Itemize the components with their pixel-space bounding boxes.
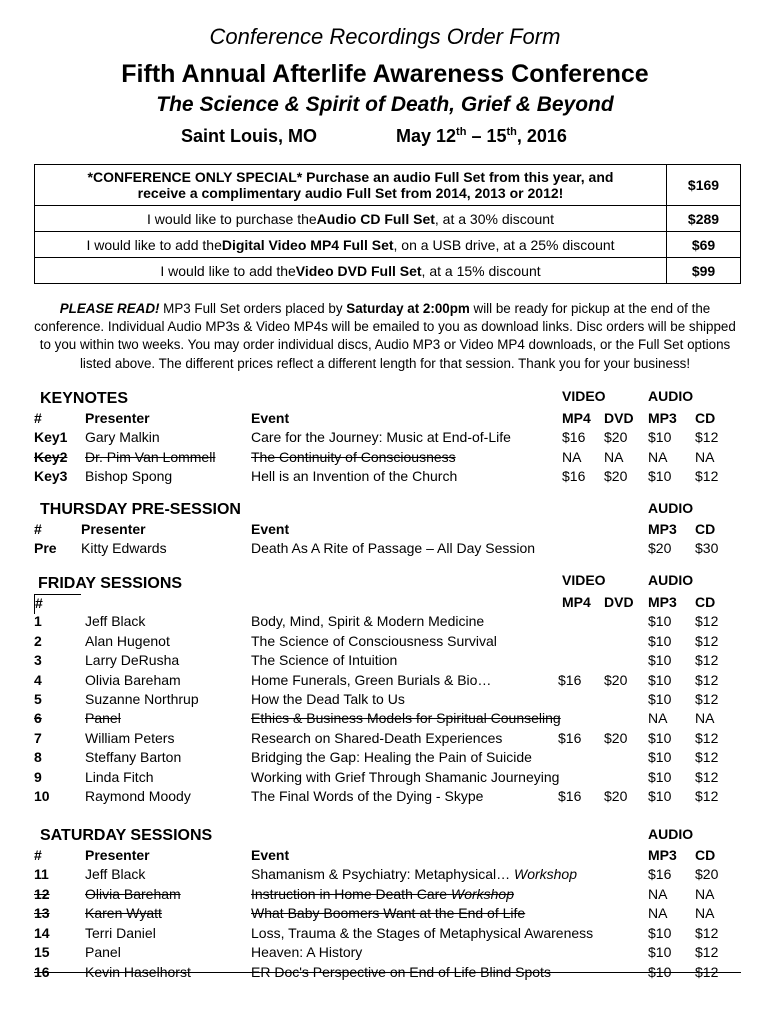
price-mp4[interactable]: $16 xyxy=(562,468,586,485)
price-mp3[interactable]: $10 xyxy=(648,613,672,630)
event-name: The Final Words of the Dying - Skype xyxy=(251,788,484,804)
special-offer-row[interactable] xyxy=(35,165,740,206)
col-header-cd: CD xyxy=(695,410,716,426)
presenter-name: Kevin Haselhorst xyxy=(80,963,247,973)
presenter-name: Suzanne Northrup xyxy=(85,691,199,707)
col-header-event: Event xyxy=(251,521,290,537)
presenter-name: Alan Hugenot xyxy=(85,632,170,649)
event-name xyxy=(246,944,649,964)
conference-title: Fifth Annual Afterlife Awareness Conference xyxy=(121,60,649,88)
price-mp3: NA xyxy=(648,448,668,465)
event-name: Working with Grief Through Shamanic Journeying xyxy=(251,768,560,785)
event-name: Home Funerals, Green Burials & Bio… xyxy=(251,671,492,688)
session-id: 10 xyxy=(34,788,50,804)
price-dvd[interactable]: $20 xyxy=(604,429,628,446)
col-header-blank xyxy=(34,594,563,614)
col-header-mp4: MP4 xyxy=(562,410,591,426)
event-name: Research on Shared-Death Experiences xyxy=(251,729,503,746)
event-name: The Continuity of Consciousness xyxy=(251,448,456,465)
presenter-name: Panel xyxy=(85,710,121,727)
price-mp3: NA xyxy=(648,885,668,902)
col-header-mp3: MP3 xyxy=(648,410,677,426)
price-dvd[interactable]: $20 xyxy=(604,671,628,688)
event-name: Death As A Rite of Passage – All Day Session xyxy=(251,540,536,557)
price-mp3[interactable]: $10 xyxy=(648,671,672,688)
section-title: KEYNOTES xyxy=(40,390,129,407)
price-mp3[interactable]: $10 xyxy=(648,963,696,973)
col-header-event: Event xyxy=(251,410,290,426)
presenter-name: Larry DeRusha xyxy=(85,652,180,669)
session-id: Key2 xyxy=(34,448,68,465)
price-dvd: NA xyxy=(604,448,624,465)
session-id: 14 xyxy=(34,924,50,941)
session-id: Key1 xyxy=(34,429,68,446)
session-id: 7 xyxy=(34,729,42,746)
audio-header: AUDIO xyxy=(648,572,694,588)
video-dvd-full-set-row[interactable] xyxy=(35,258,740,283)
col-header-cd: CD xyxy=(695,521,716,537)
video-mp4-full-set-text: I would like to add the Digital Video MP4 Full Set , on a USB drive, at a 25% discount xyxy=(86,236,615,253)
audio-header: AUDIO xyxy=(648,500,694,516)
price-mp3[interactable]: $10 xyxy=(648,944,672,960)
price-cd[interactable]: $30 xyxy=(695,540,719,557)
price-cd[interactable]: $12 xyxy=(695,652,719,669)
price-cd[interactable]: $12 xyxy=(695,768,719,785)
price-mp3[interactable]: $10 xyxy=(648,924,672,941)
event-name: The Science of Consciousness Survival xyxy=(251,632,497,649)
price-cd[interactable]: $12 xyxy=(695,749,719,766)
price-mp3[interactable]: $10 xyxy=(648,652,672,669)
event-name: How the Dead Talk to Us xyxy=(251,691,405,707)
session-id: 13 xyxy=(34,905,50,922)
session-id: 12 xyxy=(34,885,50,902)
presenter-name: Kitty Edwards xyxy=(81,540,167,557)
presenter-name: William Peters xyxy=(85,729,175,746)
presenter-name: Panel xyxy=(85,944,121,960)
col-header-presenter: Presenter xyxy=(85,410,150,426)
col-header-presenter: Presenter xyxy=(85,847,150,863)
audio-cd-full-set-row[interactable] xyxy=(35,206,740,232)
event-name: Ethics & Business Models for Spiritual Counseling xyxy=(251,710,561,727)
price-cd[interactable]: $12 xyxy=(695,729,719,746)
col-header-num: # xyxy=(34,594,81,614)
col-header-presenter: Presenter xyxy=(81,521,146,537)
col-header-num: # xyxy=(34,521,42,537)
session-id: 15 xyxy=(34,944,50,960)
col-header-cd: CD xyxy=(695,847,716,863)
event-text: Instruction in Home Death Care xyxy=(251,885,451,902)
price-mp3[interactable]: $10 xyxy=(648,788,672,804)
conference-subtitle: The Science & Spirit of Death, Grief & Beyond xyxy=(156,93,614,116)
presenter-name: Jeff Black xyxy=(85,866,146,883)
col-header-cd: CD xyxy=(695,594,716,610)
price-cd[interactable]: $12 xyxy=(695,691,719,707)
col-header-num: # xyxy=(34,847,42,863)
session-id: 4 xyxy=(34,671,42,688)
event-name: Hell is an Invention of the Church xyxy=(251,468,458,485)
price-cd[interactable]: $12 xyxy=(695,924,719,941)
session-id: 5 xyxy=(34,691,42,707)
price-cd[interactable]: $20 xyxy=(695,866,719,883)
price-mp3[interactable]: $10 xyxy=(648,768,672,785)
price-cd[interactable]: $12 xyxy=(695,468,719,485)
audio-cd-full-set-price: $289 xyxy=(666,206,740,231)
event-text: Loss, Trauma & the Stages of Metaphysical Awareness xyxy=(251,924,594,941)
col-header-mp4: MP4 xyxy=(562,594,591,610)
event-name: Bridging the Gap: Healing the Pain of Suicide xyxy=(251,749,532,766)
price-mp3[interactable]: $10 xyxy=(648,468,672,485)
event-name xyxy=(246,866,649,886)
price-cd[interactable]: $12 xyxy=(695,613,719,630)
workshop-tag: Workshop xyxy=(513,866,578,883)
price-mp4[interactable]: $16 xyxy=(558,788,582,804)
session-id: 1 xyxy=(34,613,42,630)
audio-header: AUDIO xyxy=(648,388,694,404)
price-mp3[interactable]: $16 xyxy=(648,866,672,883)
session-id: Pre xyxy=(34,540,57,557)
session-id: 8 xyxy=(34,749,42,766)
price-mp3: NA xyxy=(648,710,668,727)
audio-cd-full-set-text: I would like to purchase the Audio CD Full Set , at a 30% discount xyxy=(147,210,554,227)
session-id: 9 xyxy=(34,768,42,785)
price-mp3[interactable]: $10 xyxy=(648,749,672,766)
event-text: Shamanism & Psychiatry: Metaphysical… xyxy=(251,866,514,883)
price-cd[interactable]: $12 xyxy=(695,429,719,446)
price-mp4: NA xyxy=(562,448,582,465)
presenter-name: Jeff Black xyxy=(85,613,146,630)
video-header: VIDEO xyxy=(562,572,606,588)
col-header-mp3: MP3 xyxy=(648,521,677,537)
price-cd: NA xyxy=(695,885,715,902)
event-text: Heaven: A History xyxy=(251,944,363,960)
presenter-name: Dr. Pim Van Lommell xyxy=(85,448,216,465)
please-read-notice: PLEASE READ! MP3 Full Set orders placed by Saturday at 2:00pm will be ready for pickup at the end of the conference. Individual Audio MP3s & Video MP4s will be emailed to you as download links. Disc orders will be shipped to you within two weeks. You may order individual discs, Audio MP3 or Video MP4 downloads, or the Full Set options listed above. The different prices reflect a different length for that session. Thank you for your business! xyxy=(34,301,736,371)
price-cd: NA xyxy=(695,710,715,727)
col-header-num: # xyxy=(34,410,42,426)
audio-header: AUDIO xyxy=(648,826,694,842)
presenter-name: Olivia Bareham xyxy=(85,885,181,902)
price-cd: NA xyxy=(695,905,715,922)
location: Saint Louis, MO xyxy=(181,126,318,146)
col-header-event: Event xyxy=(251,847,290,863)
price-mp3[interactable]: $20 xyxy=(648,540,672,557)
price-dvd[interactable]: $20 xyxy=(604,468,628,485)
video-dvd-full-set-text: I would like to add the Video DVD Full Set , at a 15% discount xyxy=(160,262,541,279)
event-text: What Baby Boomers Want at the End of Life xyxy=(251,905,526,922)
video-mp4-full-set-row[interactable] xyxy=(35,232,740,258)
session-id: 16 xyxy=(34,963,81,973)
presenter-name: Steffany Barton xyxy=(85,749,182,766)
pricing-box xyxy=(34,164,741,284)
price-mp3[interactable]: $10 xyxy=(648,691,672,707)
price-cd[interactable]: $12 xyxy=(695,632,719,649)
event-name xyxy=(246,905,649,925)
session-id: 11 xyxy=(34,866,49,883)
price-cd[interactable]: $12 xyxy=(695,963,741,973)
session-id: 3 xyxy=(34,652,42,669)
col-header-dvd: DVD xyxy=(604,594,634,610)
dates: May 12th – 15th, 2016 xyxy=(396,126,567,146)
section-title: SATURDAY SESSIONS xyxy=(40,827,213,844)
presenter-name: Olivia Bareham xyxy=(85,671,181,688)
event-name: Care for the Journey: Music at End-of-Life xyxy=(251,429,511,446)
section-title: FRIDAY SESSIONS xyxy=(38,575,183,592)
price-mp3[interactable]: $10 xyxy=(648,729,672,746)
event-name xyxy=(246,963,649,981)
col-header-dvd: DVD xyxy=(604,410,634,426)
workshop-tag: Workshop xyxy=(450,885,515,902)
event-name xyxy=(246,886,649,906)
event-name xyxy=(246,925,649,945)
presenter-name: Bishop Spong xyxy=(85,468,173,485)
price-mp4[interactable]: $16 xyxy=(558,671,582,688)
event-name: The Science of Intuition xyxy=(251,652,398,669)
presenter-name: Raymond Moody xyxy=(85,788,191,804)
price-cd[interactable]: $12 xyxy=(695,671,719,688)
session-id: Key3 xyxy=(34,468,68,485)
video-mp4-full-set-price: $69 xyxy=(666,232,740,257)
price-mp4[interactable]: $16 xyxy=(558,729,582,746)
presenter-name: Linda Fitch xyxy=(85,768,154,785)
price-mp3[interactable]: $10 xyxy=(648,429,672,446)
price-cd: NA xyxy=(695,448,715,465)
price-mp3: NA xyxy=(648,905,668,922)
price-cd[interactable]: $12 xyxy=(695,944,719,960)
presenter-name: Terri Daniel xyxy=(85,924,156,941)
price-mp4[interactable]: $16 xyxy=(562,429,586,446)
session-id: 2 xyxy=(34,632,42,649)
price-dvd[interactable]: $20 xyxy=(604,788,628,804)
event-text: ER Doc's Perspective on End of Life Blind Spots xyxy=(251,964,551,981)
presenter-name: Gary Malkin xyxy=(85,429,160,446)
price-dvd[interactable]: $20 xyxy=(604,729,628,746)
video-dvd-full-set-price: $99 xyxy=(666,258,740,283)
col-header-mp3: MP3 xyxy=(648,594,677,610)
price-mp3[interactable]: $10 xyxy=(648,632,672,649)
form-title: Conference Recordings Order Form xyxy=(209,24,561,49)
session-id: 6 xyxy=(34,710,42,727)
price-cd[interactable]: $12 xyxy=(695,788,719,804)
video-header: VIDEO xyxy=(562,388,606,404)
presenter-name: Karen Wyatt xyxy=(85,905,162,922)
event-name: Body, Mind, Spirit & Modern Medicine xyxy=(251,613,485,630)
special-offer-price: $169 xyxy=(666,165,740,205)
col-header-mp3: MP3 xyxy=(648,847,677,863)
section-title: THURSDAY PRE-SESSION xyxy=(40,501,241,518)
special-offer-text: *CONFERENCE ONLY SPECIAL* Purchase an audio Full Set from this year, and receive a complimentary audio Full Set from 2014, 2013 or 2012! xyxy=(87,169,614,201)
